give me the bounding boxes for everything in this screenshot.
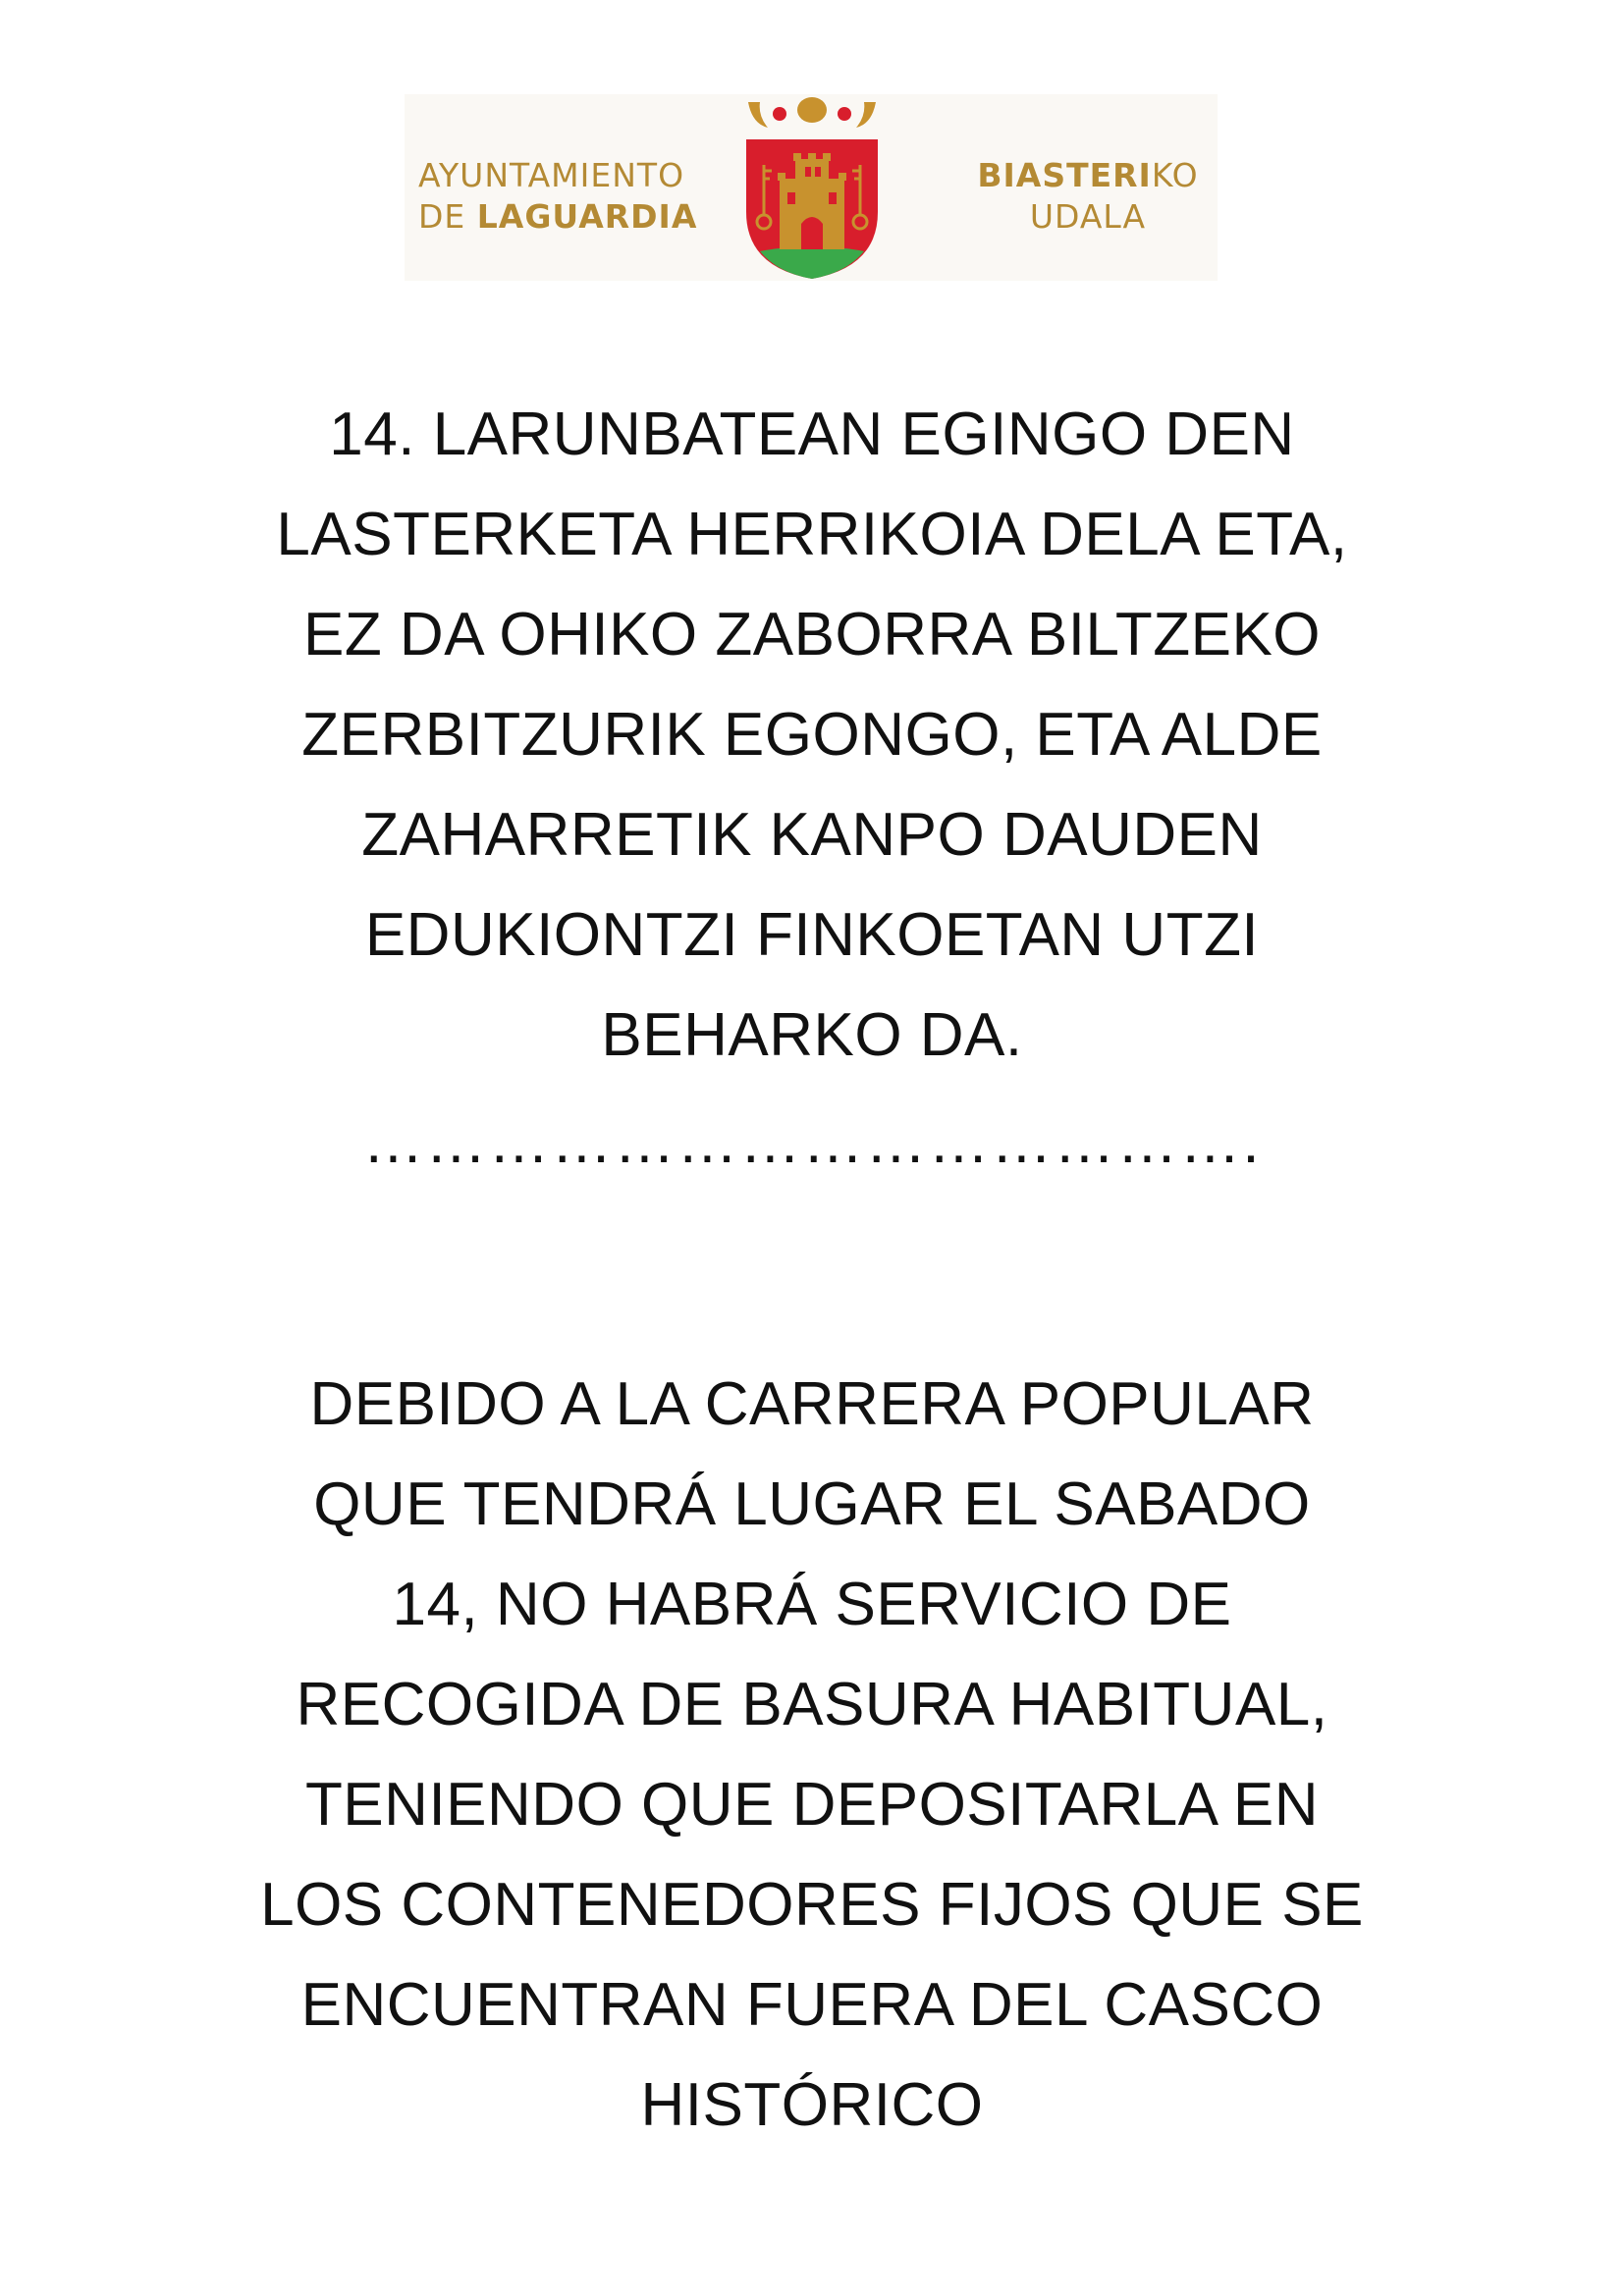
logo-text-spanish-line1: AYUNTAMIENTO xyxy=(418,156,685,194)
logo-text-basque-line2: UDALA xyxy=(1029,197,1147,236)
notice-basque-line: LASTERKETA HERRIKOIA DELA ETA, xyxy=(276,501,1348,568)
notice-basque-line: EZ DA OHIKO ZABORRA BILTZEKO xyxy=(302,601,1322,668)
logo-text-basque-line1 xyxy=(970,155,1206,196)
notice-basque-line: ZAHARRETIK KANPO DAUDEN xyxy=(361,801,1263,869)
logo-text-basque xyxy=(970,155,1206,238)
notice-basque-line: EDUKIONTZI FINKOETAN UTZI xyxy=(364,901,1260,969)
logo-text-spanish-de: DE xyxy=(418,197,477,236)
notice-spanish-line: DEBIDO A LA CARRERA POPULAR xyxy=(309,1370,1315,1438)
logo-text-spanish-line2 xyxy=(418,196,697,238)
notice-basque-line: 14. LARUNBATEAN EGINGO DEN xyxy=(329,400,1295,468)
municipal-logo-header xyxy=(405,94,1218,281)
dotted-separator: ……………………………………. xyxy=(362,1108,1262,1176)
notice-spanish-line: TENIENDO QUE DEPOSITARLA EN xyxy=(304,1771,1320,1839)
coat-of-arms-icon xyxy=(738,94,886,281)
notice-basque xyxy=(196,385,1428,1086)
notice-spanish-line: HISTÓRICO xyxy=(640,2071,984,2139)
notice-spanish-line: RECOGIDA DE BASURA HABITUAL, xyxy=(296,1671,1328,1738)
logo-text-basque-ko: KO xyxy=(1151,156,1199,194)
notice-spanish xyxy=(196,1355,1428,2156)
notice-spanish-line: QUE TENDRÁ LUGAR EL SABADO xyxy=(313,1470,1311,1538)
notice-basque-line: BEHARKO DA. xyxy=(601,1001,1023,1069)
notice-basque-line: ZERBITZURIK EGONGO, ETA ALDE xyxy=(301,701,1323,769)
logo-text-spanish-laguardia: LAGUARDIA xyxy=(476,197,698,236)
logo-text-basque-biasteri: BIASTERI xyxy=(977,156,1152,194)
notice-spanish-line: 14, NO HABRÁ SERVICIO DE xyxy=(392,1571,1232,1638)
logo-text-spanish xyxy=(418,155,697,238)
notice-spanish-line: LOS CONTENEDORES FIJOS QUE SE xyxy=(260,1871,1364,1939)
notice-spanish-line: ENCUENTRAN FUERA DEL CASCO xyxy=(300,1971,1324,2039)
